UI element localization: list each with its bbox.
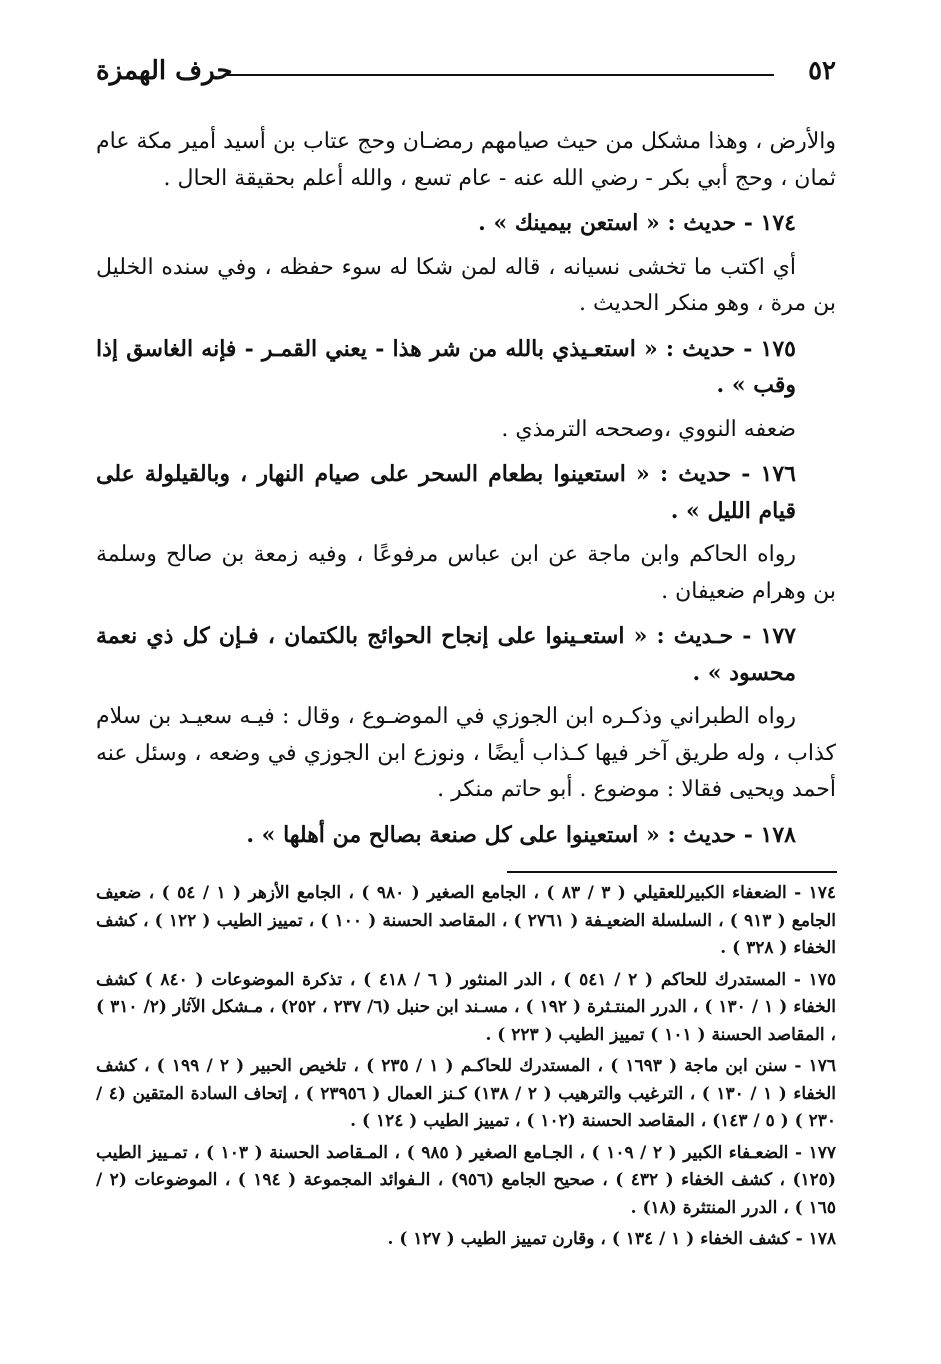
paragraph-continuation: والأرض ، وهذا مشكل من حيث صيامهم رمضـان وحج عتاب بن أسيد أمير مكة عام ثمان ، وحج أبي بكر - رضي الله عنه - عام تسع ، والله أعلم بحقيقة الحال . <box>96 129 836 191</box>
footnote-177: ١٧٧ - الضعـفاء الكبير ( ٢ / ١٠٩ ) ، الجـامع الصغير ( ٩٨٥ ) ، المـقاصد الحسنة ( ١٠٣ ) ، تمـييز الطيب (١٢٥) ، كشف الخفاء ( ٤٣٢ ) ، صحيح الجامع (٩٥٦) ، الـفوائد المجموعة ( ١٩٤ ) ، الموضوعات (٢ / ١٦٥ ) ، الدرر المنتثرة (١٨) . <box>96 1142 836 1218</box>
page-header <box>96 52 836 98</box>
footnote-178: ١٧٨ - كشف الخفاء ( ١ / ١٣٤ ) ، وقارن تمييز الطيب ( ١٢٧ ) . <box>387 1229 836 1249</box>
commentary-176: رواه الحاكم وابن ماجة عن ابن عباس مرفوعًا ، وفيه زمعة بن صالح وسلمة بن وهرام ضعيفان . <box>96 542 836 604</box>
hadith-entry-175: ١٧٥ - حديث : « استعـيذي بالله من شر هذا - يعني القمـر - فإنه الغاسق إذا وقب » . <box>96 335 796 398</box>
footnotes <box>96 880 836 1258</box>
hadith-entry-174: ١٧٤ - حديث : « استعن بيمينك » . <box>478 210 796 236</box>
commentary-177: رواه الطبراني وذكـره ابن الجوزي في الموضـوع ، وقال : فيـه سعيـد بن سلام كذاب ، وله طريق آخر فيها كـذاب أيضًا ، ونوزع ابن الجوزي في وضعه ، وسئل عنه أحمد ويحيى فقالا : موضوع . أبو حاتم منكر . <box>96 704 836 802</box>
footnote-176: ١٧٦ - سنن ابن ماجة ( ١٦٩٣ ) ، المستدرك للحاكـم ( ١ / ٢٣٥ ) ، تلخيص الحبير ( ٢ / ١٩٩ ) ، كشف الخفاء ( ١ / ١٣٠ ) ، الترغيب والترهيب ( ٢ / ١٣٨) كـنز العمال ( ٢٣٩٥٦ ) ، إتحاف السادة المتقين (٤ / ٢٣٠ ) ( ٥ / ١٤٣) ، المقاصد الحسنة (١٠٢ ) ، تمييز الطيب ( ١٢٤ ) . <box>96 1056 837 1131</box>
page-number: ٥٢ <box>808 56 836 86</box>
commentary-174: أي اكتب ما تخشى نسيانه ، قاله لمن شكا له سوء حفظه ، وفي سنده الخليل بن مرة ، وهو منكر الحديث . <box>96 254 836 316</box>
hadith-entry-177: ١٧٧ - حـديث : « استعـينوا على إنجاح الحوائج بالكتمان ، فـإن كل ذي نعمة محسود » . <box>96 623 796 686</box>
footnote-175: ١٧٥ - المستدرك للحاكم ( ٢ / ٥٤١ ) ، الدر المنثور ( ٦ / ٤١٨ ) ، تذكرة الموضوعات ( ٨٤٠ ) كشف الخفاء ( ١ / ١٣٠ ) ، الدرر المنتـثرة ( ١٩٢ ) ، مسـند ابن حنبل (٦/ ٢٣٧ ، ٢٥٢) ، مـشكل الآثار (٢/ ٣١٠ ) ، المقاصد الحسنة ( ١٠١ ) تمييز الطيب ( ٢٢٣ ) . <box>96 969 837 1045</box>
footnote-separator <box>507 871 837 873</box>
hadith-entry-178: ١٧٨ - حديث : « استعينوا على كل صنعة بصالح من أهلها » . <box>246 821 796 848</box>
footnote-174: ١٧٤ - الضعفاء الكبيرللعقيلي ( ٣ / ٨٣ ) ، الجامع الصغير ( ٩٨٠ ) ، الجامع الأزهر ( ١ / ٥٤ ) ، ضعيف الجامع ( ٩١٣ ) ، السلسلة الضعيـفة ( ٢٧٦١ ) ، المقاصد الحسنة ( ١٠٠ ) ، تمييز الطيب ( ١٢٢ ) ، كشف الخفاء ( ٣٢٨ ) . <box>96 883 837 958</box>
commentary-175: ضعفه النووي ،وصححه الترمذي . <box>501 416 796 442</box>
chapter-title: حرف الهمزة <box>96 56 233 86</box>
header-rule <box>226 74 774 76</box>
hadith-entry-176: ١٧٦ - حديث : « استعينوا بطعام السحر على صيام النهار ، وبالقيلولة على قيام الليل » . <box>96 461 796 524</box>
main-text <box>96 124 836 861</box>
